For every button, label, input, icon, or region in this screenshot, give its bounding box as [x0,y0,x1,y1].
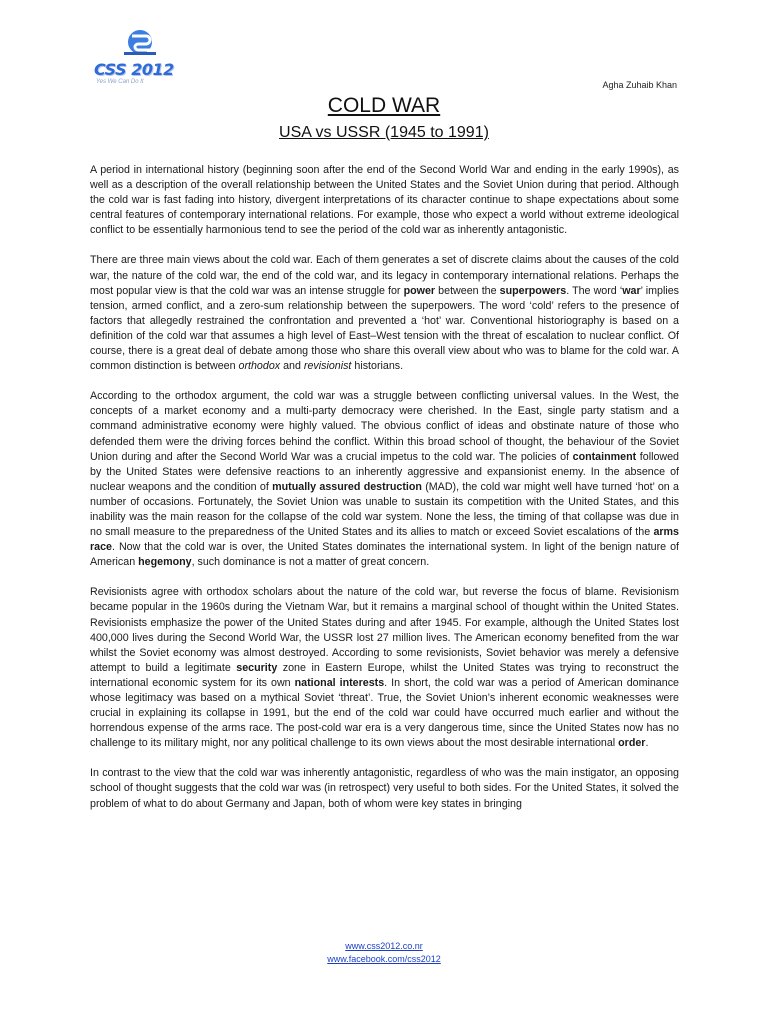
site-logo [92,28,188,90]
text-run: According to the orthodox argument, the cold war was a struggle between conflicting universal values. In the West, the concepts of a market economy and a multi-party democracy were cherished. In the East, single party statism and a command administrative economy were highly valued. The obvious conflict of ideas and obstinate nature of those who defended them were the driving forces behind the conflict. Within this broad school of thought, the behaviour of the Soviet Union during and after the Second World War was a crucial impetus to the cold war. The policies of [90,390,679,463]
logo-icon [120,28,160,62]
text-run: . Now that the cold war is over, the United States dominates the international system. In light of the benign nature of American [90,541,679,569]
bold-term: order [618,737,646,750]
italic-term: revisionist [303,360,352,373]
bold-term: war [622,284,641,297]
bold-term: superpowers [499,284,567,297]
facebook-link[interactable]: www.facebook.com/css2012 [327,954,441,964]
text-run: Revisionists agree with orthodox scholars about the nature of the cold war, but reverse the focus of blame. Revisionism became popular in the 1960s during the Vietnam War, but it remains a marginal school of thought within the United States. Revisionists emphasize the power of the United States during and after 1945. For example, although the United States lost 400,000 lives during the Second World War, the USSR lost 27 million lives. The American economy benefited from the war whilst the Soviet economy was almost destroyed. According to some revisionists, Soviet behavior was merely a defensive attempt to build a legitimate [90,586,679,674]
text-run: , such dominance is not a matter of great concern. [191,556,430,569]
text-run: A period in international history (beginning soon after the end of the Second World War and ending in the early 1990s), as well as a description of the overall relationship between the United States and the Soviet Union during that period. Although the cold war is fast fading into history, divergent interpretations of its character continue to shape expectations about some central features of contemporary international relations. For example, those who expect a world without extreme ideological conflict to be essentially harmonious tend to see the period of the cold war as inherently antagonistic. [90,164,679,237]
paragraph [90,253,679,374]
paragraph [90,163,679,238]
article-body [90,163,679,827]
bold-term: national interests [294,676,385,689]
logo-text: CSS 2012 [94,60,174,79]
text-run: . The word ‘ [566,284,623,297]
text-run: . In short, the cold war was a period of American dominance whose legitimacy was based on a mythical Soviet ‘threat’. True, the Soviet Union’s inherent economic weaknesses were crucial in explaining its collapse in 1991, but the end of the cold war could have occurred much earlier and without the horrendous expense of the arms race. The post-cold war era is a very dangerous time, since the United States now has no challenge to its military might, nor any political challenge to its own views about the most desirable international [90,676,679,750]
footer-links [0,940,768,966]
text-run: There are three main views about the cold war. Each of them generates a set of discrete claims about the causes of the cold war, the nature of the cold war, the end of the cold war, and its legacy in contemporary international relations. Perhaps the most popular view is that the cold war was an intense struggle for [90,254,679,297]
paragraph [90,766,679,811]
bold-term: mutually assured destruction [272,480,422,493]
website-link[interactable]: www.css2012.co.nr [345,941,423,951]
text-run: In contrast to the view that the cold war was inherently antagonistic, regardless of who was the main instigator, an opposing school of thought suggests that the cold war was (in retrospect) very useful to both sides. For the United States, it solved the problem of what to do about Germany and Japan, both of whom were key states in bringing [90,767,679,810]
logo-tagline: Yes We Can Do It [96,79,144,85]
bold-term: security [236,661,278,674]
bold-term: containment [572,450,637,463]
bold-term: arms race [90,526,679,554]
bold-term: hegemony [138,556,192,569]
page-title: COLD WAR [327,94,441,117]
text-run: . [645,737,649,750]
page-subtitle: USA vs USSR (1945 to 1991) [279,124,489,141]
text-run: followed by the United States were defensive reactions to an inherently aggressive and expansionist enemy. In the absence of nuclear weapons and the condition of [90,450,680,493]
text-run: zone in Eastern Europe, whilst the United States was trying to reconstruct the international economic system for its own [90,661,679,689]
author-name: Agha Zuhaib Khan [602,80,677,90]
italic-term: orthodox [238,360,281,373]
text-run: ’ implies tension, armed conflict, and a zero-sum relationship between the superpowers. The word ‘cold’ refers to the presence of factors that allegedly restrained the confrontation and prevented a ‘hot’ war. Conventional historiography is based on a definition of the cold war that assumes a high level of East–West tension with the threat of escalation to nuclear conflict. Of course, there is a great deal of debate among those who share this overall view about who was to blame for the cold war. A common distinction is between [90,284,679,373]
bold-term: power [403,284,436,297]
text-run: and [280,360,304,373]
text-run: historians. [351,360,404,373]
paragraph [90,389,679,570]
text-run: between the [435,284,500,297]
paragraph [90,585,679,751]
text-run: (MAD), the cold war might well have turned ‘hot’ on a number of occasions. Fortunately, the Soviet Union was unable to sustain its competition with the United States, and this inability was the main reason for the collapse of the cold war system. None the less, the timing of that collapse was due in no small measure to the preparedness of the United States and its allies to match or exceed Soviet escalations of the [90,480,679,539]
